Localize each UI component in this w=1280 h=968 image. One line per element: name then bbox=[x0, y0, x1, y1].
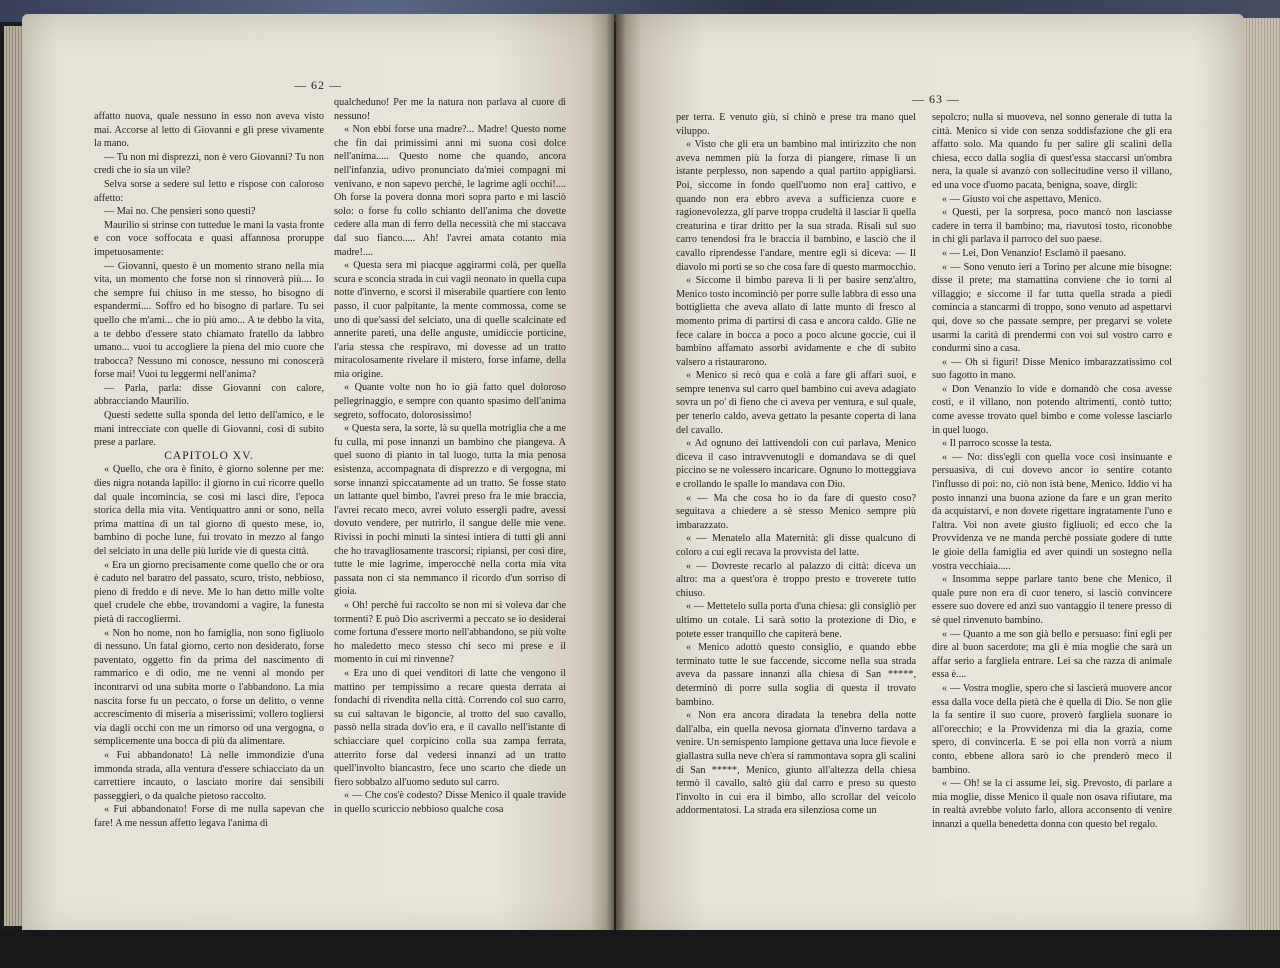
paragraph: sepolcro; nulla si muoveva, nel sonno generale di tutta la città. Menico si vide con senza soddisfazione che gli era affatto solo. Ma quando fu per salire gli scalini della chiesa, ecco dalla soglia di quest'essa staccarsi un'ombra nera, la quale si avanzò con sollecitudine verso il villano, ed una voce d'uomo pacata, benigna, soave, dirgli: bbox=[932, 112, 1172, 191]
paragraph: « Era un giorno precisamente come quello che or ora è caduto nel baratro del passato, scuro, tristo, nebbioso, pieno di freddo e di neve. Me lo han detto mille volte quel crudele che ebbe, trovandomi a vagire, la funesta pietà di raccogliermi. bbox=[94, 559, 324, 625]
paragraph: Questi sedette sulla sponda del letto dell'amico, e le mani intrecciate con quelle di Giovanni, così di subito prese a parlare. bbox=[94, 410, 324, 449]
paragraph: « Don Venanzio lo vide e domandò che cosa avesse costì, e il villano, non potendo altrimenti, contò tutto; come avesse trovato quel bimbo e come volesse lasciarlo in quel luogo. bbox=[932, 383, 1172, 436]
paragraph: — Giovanni, questo è un momento strano nella mia vita, un momento che forse non si rinnoverà più.... Io che sempre fui chiuso in me stesso, ho bisogno di espandermi.... Soffro ed ho bisogno di parlare. Tu sei quello che m'ami... che io più amo... A te debbo la vita, a te debbo d'essere stato chiamato fratello da labbro umano... vuoi tu accogliere la piena del mio cuore che trabocca? Nessuno mi conosce, nessuno mi conoscerà forse mai! Vuoi tu leggermi nell'anima? bbox=[94, 260, 324, 381]
paragraph: « Fui abbandonato! Là nelle immondizie d'una immonda strada, alla ventura d'essere schiacciato da un carrettiere incauto, o lasciato morire dai sensibili passeggieri, o da qualche pietoso raccolto. bbox=[94, 749, 324, 802]
left-column-2 bbox=[334, 96, 566, 816]
paragraph: — Tu non mi disprezzi, non è vero Giovanni? Tu non credi che io sia un vile? bbox=[94, 151, 324, 177]
left-column-1 bbox=[94, 110, 324, 830]
paragraph: « — Dovreste recarlo al palazzo di città: diceva un altro: ma a quest'ora è troppo presto e troverete tutto chiuso. bbox=[676, 560, 916, 599]
right-column-2 bbox=[932, 111, 1172, 831]
paragraph: « — Mettetelo sulla porta d'una chiesa: gli consigliò per ultimo un cotale. Lì sarà sotto la protezione di Dio, e potete esser tranquillo che capiterà bene. bbox=[676, 601, 916, 640]
right-column-1 bbox=[676, 111, 916, 818]
paragraph: « Oh! perchè fui raccolto se non mi si voleva dar che tormenti? E può Dio ascrivermi a peccato se io desiderai come fortuna d'essere morto nell'abbandono, se più volte ho maledetto meco stesso chi seco mi prese e il momento in cui mi rinvenne? bbox=[334, 599, 566, 666]
paragraph: « — Ma che cosa ho io da fare di questo coso? seguitava a chiedere a sè stesso Menico sempre più imbarazzato. bbox=[676, 492, 916, 531]
paragraph: « — Oh! se la ci assume lei, sig. Prevosto, di parlare a mia moglie, disse Menico il quale non osava rifiutare, ma in realtà avrebbe voluto farlo, allora acconsento di venire innanzi a quella benedetta donna con questo bel regalo. bbox=[932, 778, 1172, 830]
paragraph: « — Che cos'è codesto? Disse Menico il quale travide in quello scuriccio nebbioso qualche cosa bbox=[334, 790, 566, 815]
paragraph: Maurilio si strinse con tuttedue le mani la vasta fronte e con voce soffocata e quasi affannosa proruppe impetuosamente: bbox=[94, 219, 324, 258]
paragraph: « — Sono venuto ieri a Torino per alcune mie bisogne: disse il prete; ma stamattina conviene che io torni al villaggio; e siccome il far tutta quella strada a piedi comincia a stancarmi di troppo, sono venuto ad aspettarvi qui, dove so che passate sempre, per pregarvi se volete usarmi la carità di prendermi con voi sul vostro carro e condurmi sino a casa. bbox=[932, 261, 1172, 355]
chapter-heading: CAPITOLO XV. bbox=[164, 449, 254, 462]
paragraph: « Era uno di quei venditori di latte che vengono il mattino per tempissimo a recare questa derrata ai fondachi di rivendita nella città. Correndo col suo carro, su cui saltavan le bigoncie, al trotto del suo cavallo, passò nella strada dov'io era, e il cavallo nell'istante di schiacciare quel corpicino colla sua zampa ferrata, atterrito forse dal vedersi innanzi ad un tratto quell'involto biancastro, fece uno scarto che diede un fiero sobbalzo all'uomo seduto sul carro. bbox=[334, 667, 566, 788]
left-page-edges bbox=[4, 26, 24, 926]
paragraph: « — Quanto a me son già bello e persuaso: fini egli per dire al buon sacerdote; ma gli è mia moglie che sarà un affar serio a fargliela entrare. Lei sa che razza di animale essa è.... bbox=[932, 628, 1172, 681]
paragraph: « — No: diss'egli con quella voce così insinuante e persuasiva, di cui dovevo ancor io sentire cotanto l'influsso di poi: no, ciò non istà bene, Menico. Iddio vi ha posto innanzi una buona azione da fare e un gran merito da acquistarvi, e non dovete rigettare ingratamente l'uno e l'altra. Voi non avete giusto figliuoli; ed ecco che la Provvidenza ve ne manda perchè possiate godere di tutte le gioie della famiglia ed aver quindi un sostegno nella vostra vecchiaia..... bbox=[932, 451, 1172, 572]
paragraph: « Menico si recò qua e colà a fare gli affari suoi, e sempre tenenva sul carro quel bambino cui aveva adagiato sovra un po' di fieno che ci aveva per ventura, e sul quale, per tenerlo caldo, aveva gettato la pesante coperta di lana del cavallo. bbox=[676, 370, 916, 436]
paragraph: « — Giusto voi che aspettavo, Menico. bbox=[942, 193, 1102, 205]
paragraph: « Menico adottò questo consiglio, e quando ebbe terminato tutte le sue faccende, siccome nella sua strada aveva da passare innanzi alla chiesa di San *****, determinò di porre sulla soglia di questa il trovato bambino. bbox=[676, 642, 916, 708]
left-page bbox=[22, 14, 614, 942]
paragraph: « Quello, che ora è finito, è giorno solenne per me: dies nigra notanda lapillo: il giorno in cui ricorre quello dal quale incomincia, se così mi lasci dire, l'epoca storica della mia vita. Ventiquattro anni or sono, nella prima mattina di un tal giorno di questo mese, io, bambino di poche lune, fui trovato in mezzo al fango del selciato in una delle più luride vie di questa città. bbox=[94, 464, 324, 557]
paragraph: « — Oh sì figuri! Disse Menico imbarazzatissimo col suo fagotto in mano. bbox=[932, 356, 1172, 382]
paragraph: qualcheduno! Per me la natura non parlava al cuore di nessuno! bbox=[334, 97, 566, 122]
paragraph: « Questa sera, la sorte, là su quella motriglia che a me fu culla, mi pose innanzi un bambino che piangeva. A quel suono di pianto in tal luogo, tutta la mia penosa esistenza, accompagnata di disprezzo e di vergogna, mi sorse innanzi spiccatamente ad un tratto. Se fosse stato un lattante quel bimbo, l'avrei preso fra le mie braccia, l'avrei recato meco, avrei voluto essergli padre, avessi dovuto vendere, per nutrirlo, il sangue delle mie vene. Rivissi in pochi minuti la sintesi intiera di tutti gli anni che ho travagliosamente trascorsi; ripiansi, per così dire, tutte le mie lagrime, imperocchè nella corta mia vita passata non ci sta nemmanco il ricordo d'un sorriso di gioia. bbox=[334, 423, 566, 598]
paragraph: affatto nuova, quale nessuno in esso non aveva visto mai. Accorse al letto di Giovanni e gli prese vivamente la mano. bbox=[94, 111, 324, 150]
paragraph: « Non era ancora diradata la tenebra della notte dall'alba, ein quella nevosa giornata d'inverno tardava a venire. Un semispento lampione gettava una luce fievole e giallastra sulla neve ch'era si rammontava sopra gli scalini di San *****, Menico, giunto all'altezza della chiesa termò il cavallo, saltò giù dal carro e preso su questo l'involto in cui era il bimbo, allo scrollar del veicolo addormentatosi. La strada era silenziosa come un bbox=[676, 710, 916, 817]
paragraph: « Siccome il bimbo pareva lì lì per basire senz'altro, Menico tosto incominciò per porre sulle labbra di esso una bottiglietta che aveva allato di latte munto di fresco al momento prima di partirsi di casa e ancora caldo. Glie ne fece calare in bocca a poco a poco alcune goccie, cui il bambino affamato assorbì avidamente e che di subito valsero a ristaurarono. bbox=[676, 275, 916, 368]
paragraph: « — Lei, Don Venanzio! Esclamò il paesano. bbox=[942, 247, 1126, 259]
paragraph: « Non ho nome, non ho famiglia, non sono figliuolo di nessuno. Un fatal giorno, certo non desiderato, forse paventato, oggetto fin da prima del nascimento di rammarico e di odio, me ne venni al mondo per incontrarvi od una subita morte o l'abbandono. La mia nascita forse fu un peccato, o forse un delitto, o venne accrescimento di miseria a miserissimi; vollero togliersi via dagli occhi con me un rimorso od una vergogna, o semplicemente una bocca di più da alimentare. bbox=[94, 627, 324, 748]
paragraph: « Questa sera mi piacque aggirarmi colà, per quella scura e sconcia strada in cui vagii neonato in quella cupa notte d'inverno, e scorsi il miserabile quartiere con lento passo, il cuor palpitante, la mente commossa, come se uno di que'sassi del selciato, una di quelle scalcinate ed annerite pareti, una delle anguste, umidiccie porticine, l'aria stessa che respiravo, mi dovesse ad un tratto miracolosamente rivelare il mistero, forse infame, della mia origine. bbox=[334, 260, 566, 380]
page-number-left: — 62 — bbox=[294, 78, 342, 92]
background-shadow bbox=[0, 930, 1280, 968]
paragraph: « Insomma seppe parlare tanto bene che Menico, il quale pure non era di cuor tenero, si lasciò convincere essere suo dovere ed anzi suo vantaggio il tenere presso di sè quel rinvenuto bambino. bbox=[932, 574, 1172, 626]
paragraph: « — Vostra moglie, spero che si lascierà muovere ancor essa dalla voce della pietà che è quella di Dio. Se non glie la fa sentire il suo cuore, proverò fargliela suonare io all'orecchio; e la Provvidenza mi dia la grazia, come spero, di convincerla. E se poi ella non vorrà a nium conto, ebbene allora sarò io che prenderò meco il bambino. bbox=[932, 682, 1172, 776]
paragraph: Selva sorse a sedere sul letto e rispose con caloroso affetto: bbox=[94, 178, 324, 204]
right-page bbox=[616, 14, 1244, 942]
paragraph: « Ad ognuno dei lattivendoli con cui parlava, Menico diceva il caso intravvenutogli e domandava se di quel piccino se ne volessero incaricare. Ognuno lo motteggiava e crollando le spalle lo mandava con Dio. bbox=[676, 438, 916, 491]
paragraph: « Fui abbandonato! Forse di me nulla sapevan che fare! A me nessun affetto legava l'anima di bbox=[94, 804, 324, 829]
paragraph: — Mai no. Che pensieri sono questi? bbox=[104, 206, 256, 218]
paragraph: per terra. E venuto giù, si chinò e prese tra mano quel viluppo. bbox=[676, 112, 916, 137]
paragraph: « Visto che gli era un bambino mal intirizzito che non aveva nemmen più la forza di piangere, rimase lì un istante perplesso, non sapendo a qual partito appigliarsi. Poi, siccome in fondo quell'uomo non era] cattivo, e quando non era ebbro aveva a sufficienza cuore e ragionevolezza, gli parve troppa crudeltà il lasciar lì quella creaturina e tirar dritto per la sua strada. Risalì sul suo carro tenendosi fra le braccia il bambino, e lasciò che il cavallo riprendesse l'andare, mentre egli si diceva: — Il diavolo mi porti se so che cosa fare di questo marmocchio. bbox=[676, 139, 916, 273]
paragraph: « Quante volte non ho io già fatto quel doloroso pellegrinaggio, e sempre con quanto spasimo dell'anima segreto, soffocato, dolorosissimo! bbox=[334, 382, 566, 421]
page-number-right: — 63 — bbox=[912, 92, 960, 106]
paragraph: « Non ebbi forse una madre?... Madre! Questo nome che fin dai primissimi anni mi suona così dolce nell'anima..... Questo nome che quando, ancora nell'infanzia, udivo pronunciato da'miei compagni mi venivano, e non sapevo perchè, le lagrime agli occhi!.... Oh forse la povera donna morì sopra parto e mi lasciò solo: o forse fu collo schianto dell'anima che dovette cedere alla man di ferro della necessità che mi staccava dal suo fianco..... Ah! l'avrei amata cotanto mia madre!.... bbox=[334, 124, 566, 258]
paragraph: — Parla, parla: disse Giovanni con calore, abbracciando Maurilio. bbox=[94, 382, 324, 408]
paragraph: « — Menatelo alla Maternità: gli disse qualcuno di coloro a cui egli recava la provvista del latte. bbox=[676, 533, 916, 558]
paragraph: « Questi, per la sorpresa, poco mancò non lasciasse cadere in terra il bambino; ma, riavutosi tosto, riconobbe in chi gli parlava il parroco del suo paese. bbox=[932, 207, 1172, 246]
paragraph: « Il parroco scosse la testa. bbox=[942, 438, 1052, 450]
right-page-edges bbox=[1244, 18, 1280, 938]
book-gutter bbox=[606, 14, 626, 942]
